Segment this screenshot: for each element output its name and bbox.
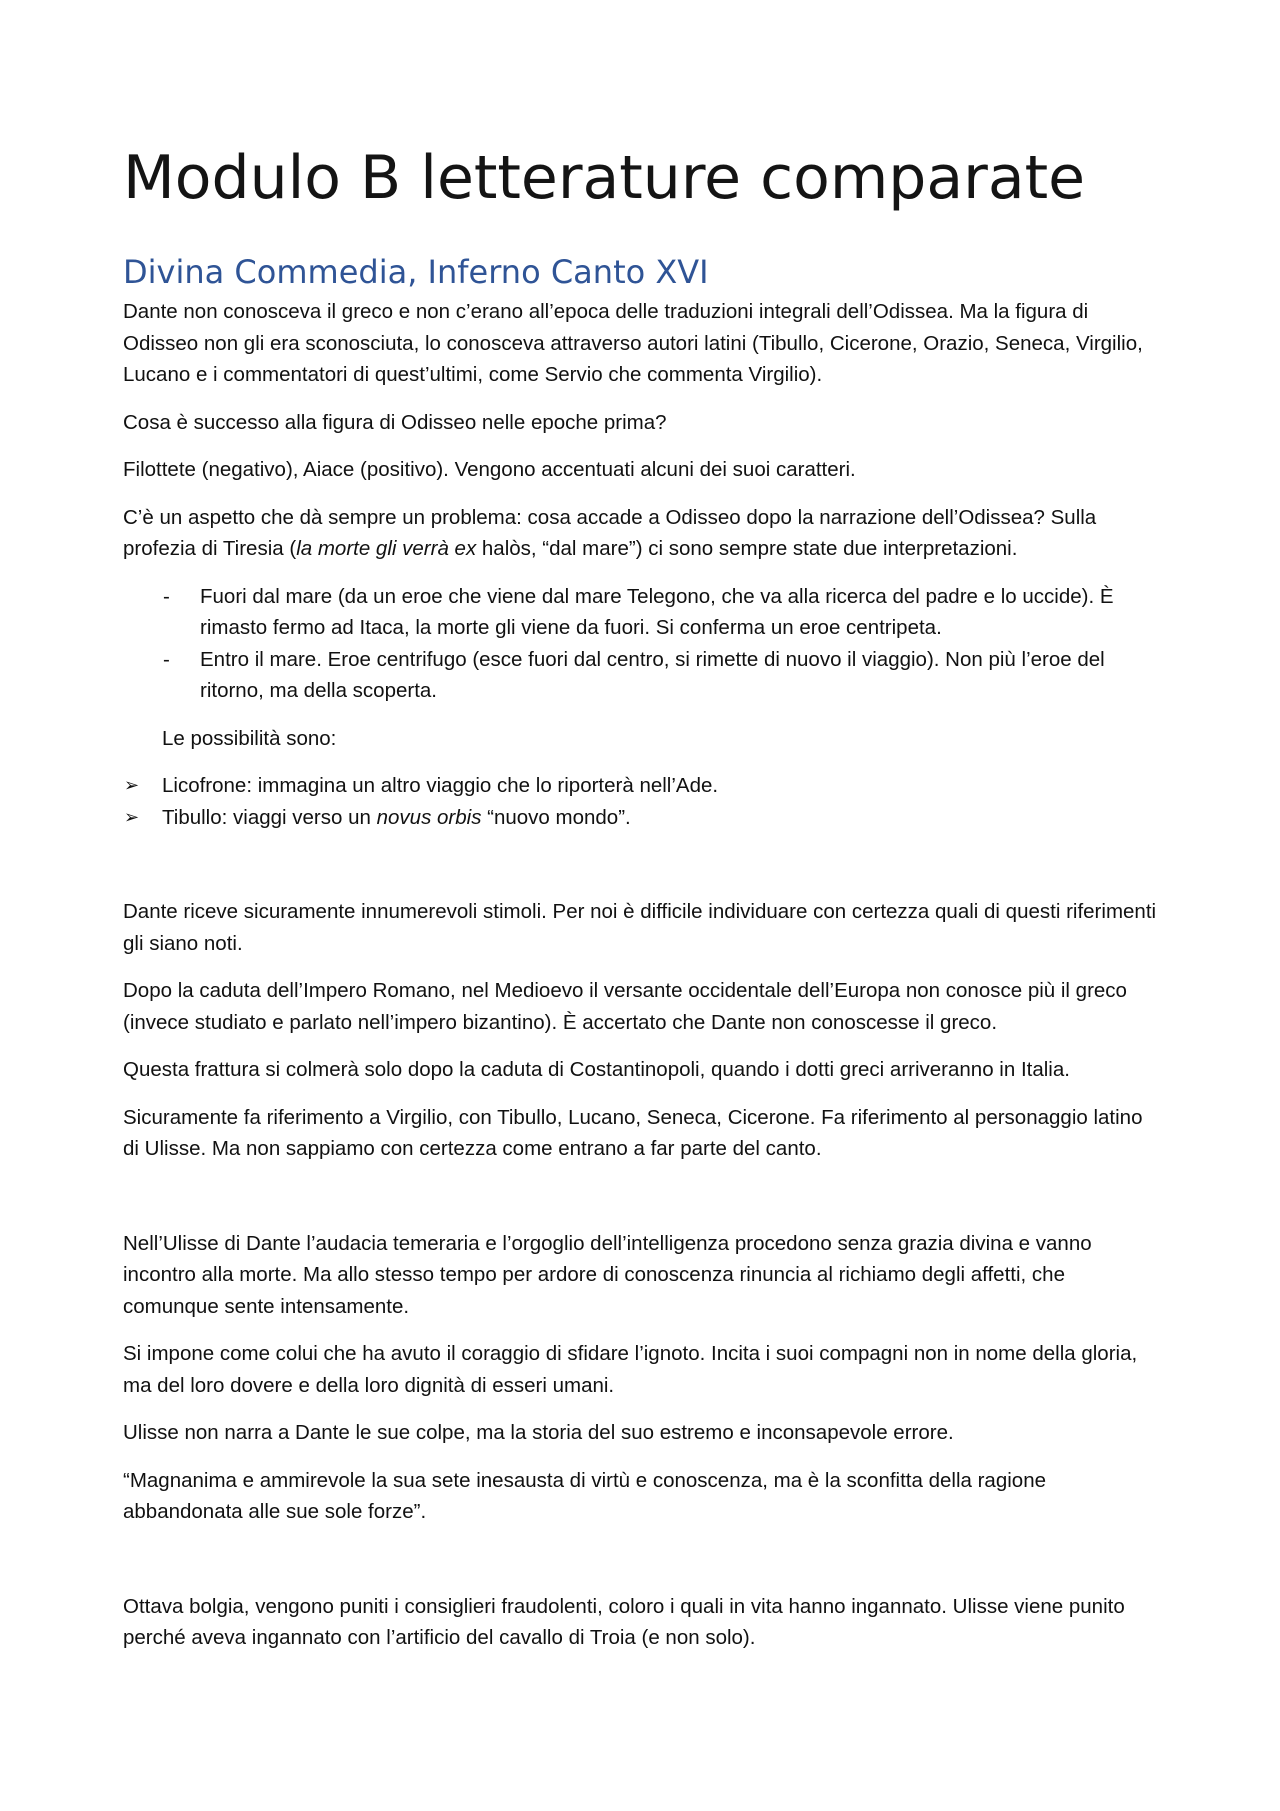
list-item-italic: novus orbis bbox=[376, 805, 482, 829]
prophecy-text-start: C’è un aspetto che dà sempre un problema: cosa accade a Odisseo dopo la narrazione dell’Odissea? Sulla profezia di Tiresia ( bbox=[123, 505, 1097, 560]
list-item-text: Fuori dal mare (da un eroe che viene dal mare Telegono, che va alla ricerca del padre e lo uccide). È rimasto fermo ad Itaca, la morte gli viene da fuori. Si conferma un eroe centripeta. bbox=[200, 584, 1114, 639]
blank-line bbox=[123, 849, 1163, 896]
list-item bbox=[123, 581, 1163, 644]
dash-marker: - bbox=[163, 584, 170, 608]
paragraph-eighth-bolgia: Ottava bolgia, vengono puniti i consiglieri fraudolenti, coloro i quali in vita hanno ingannato. Ulisse viene punito perché aveva ingannato con l’artificio del cavallo di Troia (e non solo). bbox=[123, 1594, 1125, 1649]
paragraph-question: Cosa è successo alla figura di Odisseo nelle epoche prima? bbox=[123, 410, 667, 434]
paragraph-sources: Sicuramente fa riferimento a Virgilio, con Tibullo, Lucano, Seneca, Cicerone. Fa riferimento al personaggio latino di Ulisse. Ma non sappiamo con certezza come entrano a far parte del canto. bbox=[123, 1105, 1143, 1160]
arrow-bullet-icon: ➢ bbox=[124, 775, 140, 795]
paragraph-narration: Ulisse non narra a Dante le sue colpe, ma la storia del suo estremo e inconsapevole errore. bbox=[123, 1421, 954, 1444]
possibilities-list bbox=[123, 770, 1163, 833]
blank-line bbox=[123, 1181, 1163, 1228]
dash-marker: - bbox=[163, 647, 170, 671]
section-heading: Divina Commedia, Inferno Canto XVI bbox=[123, 253, 709, 291]
list-item-text-end: “nuovo mondo”. bbox=[481, 805, 631, 829]
paragraph-ulysses: Nell’Ulisse di Dante l’audacia temeraria e l’orgoglio dell’intelligenza procedono senza grazia divina e vanno incontro alla morte. Ma allo stesso tempo per ardore di conoscenza rinuncia al richiamo degli affetti, che comunque sente intensamente. bbox=[123, 1231, 1092, 1318]
paragraph-quote: “Magnanima e ammirevole la sua sete inesausta di virtù e conoscenza, ma è la sconfitta della ragione abbandonata alle sue sole forze”. bbox=[123, 1468, 1046, 1523]
paragraph-constantinople: Questa frattura si colmerà solo dopo la caduta di Costantinopoli, quando i dotti greci arriveranno in Italia. bbox=[123, 1058, 1070, 1081]
document-title: Modulo B letterature comparate bbox=[123, 143, 1086, 213]
paragraph-characters: Filottete (negativo), Aiace (positivo). Vengono accentuati alcuni dei suoi caratteri. bbox=[123, 458, 856, 481]
document-body bbox=[123, 296, 1163, 1670]
prophecy-italic: la morte gli verrà ex bbox=[296, 537, 477, 560]
paragraph-possibilities: Le possibilità sono: bbox=[162, 726, 337, 750]
paragraph-intro: Dante non conosceva il greco e non c’erano all’epoca delle traduzioni integrali dell’Odissea. Ma la figura di Odisseo non gli era sconosciuta, lo conosceva attraverso autori latini (Tibullo, Cicerone, Orazio, Seneca, Virgilio, Lucano e i commentatori di quest’ultimi, come Servio che commenta Virgilio). bbox=[123, 300, 1143, 386]
blank-line bbox=[123, 1544, 1163, 1591]
list-item-text: Licofrone: immagina un altro viaggio che lo riporterà nell’Ade. bbox=[162, 774, 719, 797]
list-item bbox=[123, 802, 1163, 834]
list-item-text-start: Tibullo: viaggi verso un bbox=[162, 805, 377, 829]
paragraph-middle-ages: Dopo la caduta dell’Impero Romano, nel Medioevo il versante occidentale dell’Europa non conosce più il greco (invece studiato e parlato nell’impero bizantino). È accertato che Dante non conoscesse il greco. bbox=[123, 979, 1127, 1034]
prophecy-text-end: halòs, “dal mare”) ci sono sempre state due interpretazioni. bbox=[476, 537, 1018, 560]
paragraph-stimuli: Dante riceve sicuramente innumerevoli stimoli. Per noi è difficile individuare con certezza quali di questi riferimenti gli siano noti. bbox=[123, 900, 1157, 955]
arrow-bullet-icon: ➢ bbox=[124, 806, 140, 827]
paragraph-prophecy bbox=[123, 502, 1163, 565]
interpretations-list bbox=[123, 581, 1163, 707]
list-item bbox=[123, 770, 1163, 802]
list-item-text: Entro il mare. Eroe centrifugo (esce fuori dal centro, si rimette di nuovo il viaggio). Non più l’eroe del ritorno, ma della scoperta. bbox=[200, 647, 1105, 702]
list-item bbox=[123, 644, 1163, 707]
paragraph-courage: Si impone come colui che ha avuto il coraggio di sfidare l’ignoto. Incita i suoi compagni non in nome della gloria, ma del loro dovere e della loro dignità di esseri umani. bbox=[123, 1342, 1138, 1397]
